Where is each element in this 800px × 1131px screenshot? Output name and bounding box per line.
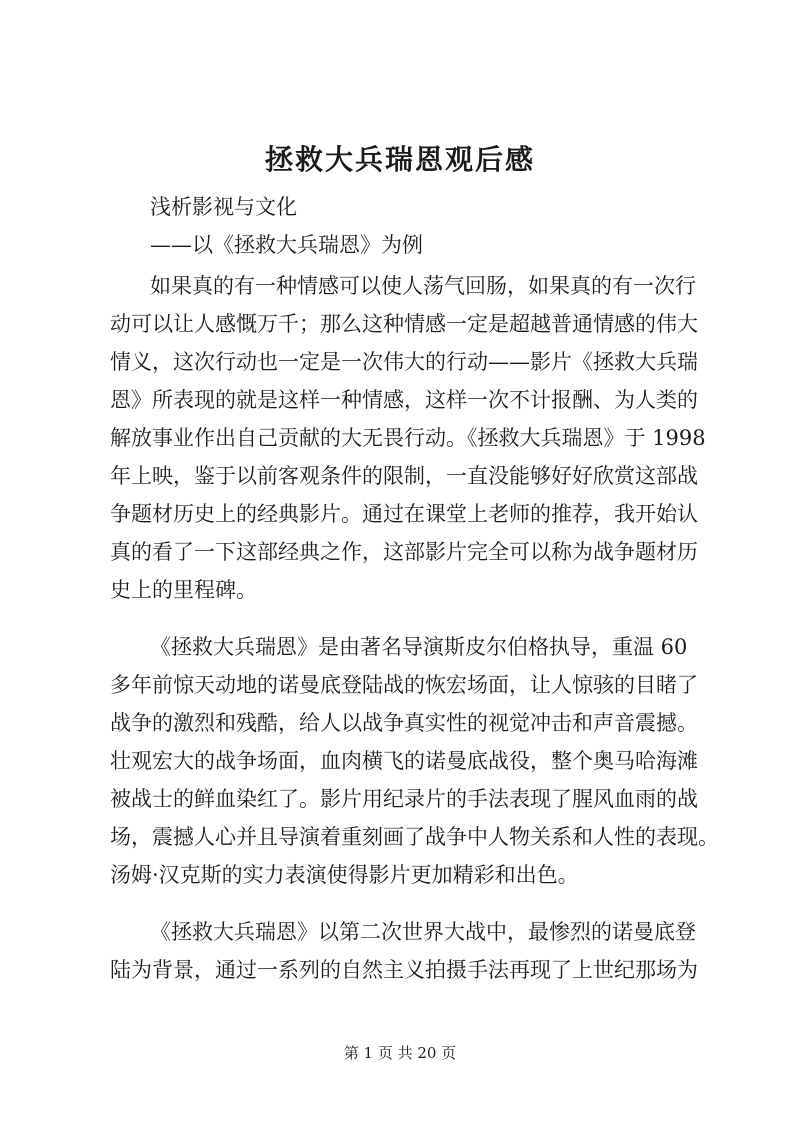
paragraph-line: 年上映，鉴于以前客观条件的限制，一直没能够好好欣赏这部战 [110, 464, 698, 488]
paragraph-line: 《拯救大兵瑞恩》以第二次世界大战中，最惨烈的诺曼底登 [150, 920, 696, 944]
paragraph-line: 解放事业作出自己贡献的大无畏行动。《拯救大兵瑞恩》于 1998 [110, 426, 706, 450]
paragraph-line: 战争的激烈和残酷，给人以战争真实性的视觉冲击和声音震撼。 [110, 711, 698, 735]
paragraph-line: 情义，这次行动也一定是一次伟大的行动——影片《拯救大兵瑞 [110, 350, 698, 374]
paragraph-line: 陆为背景，通过一系列的自然主义拍摄手法再现了上世纪那场为 [110, 958, 698, 982]
subtitle-line: 浅析影视与文化 [150, 195, 297, 219]
paragraph-line: 《拯救大兵瑞恩》是由著名导演斯皮尔伯格执导，重温 60 [150, 635, 688, 659]
page-number-footer: 第 1 页 共 20 页 [343, 1044, 457, 1062]
paragraph-line: 史上的里程碑。 [110, 578, 257, 602]
subtitle-line: ——以《拯救大兵瑞恩》为例 [150, 233, 423, 257]
paragraph-line: 恩》所表现的就是这样一种情感，这样一次不计报酬、为人类的 [110, 388, 698, 412]
paragraph-line: 真的看了一下这部经典之作，这部影片完全可以称为战争题材历 [110, 540, 698, 564]
paragraph-line: 壮观宏大的战争场面，血肉横飞的诺曼底战役，整个奥马哈海滩 [110, 749, 698, 773]
page-title: 拯救大兵瑞恩观后感 [264, 143, 535, 176]
paragraph-line: 如果真的有一种情感可以使人荡气回肠，如果真的有一次行 [150, 274, 696, 298]
paragraph-line: 多年前惊天动地的诺曼底登陆战的恢宏场面，让人惊骇的目睹了 [110, 673, 698, 697]
paragraph-line: 被战士的鲜血染红了。影片用纪录片的手法表现了腥风血雨的战 [110, 787, 698, 811]
paragraph-line: 场，震撼人心并且导演着重刻画了战争中人物关系和人性的表现。 [110, 825, 719, 849]
paragraph-line: 争题材历史上的经典影片。通过在课堂上老师的推荐，我开始认 [110, 502, 698, 526]
paragraph-line: 动可以让人感慨万千；那么这种情感一定是超越普通情感的伟大 [110, 312, 698, 336]
paragraph-line: 汤姆·汉克斯的实力表演使得影片更加精彩和出色。 [110, 863, 579, 887]
